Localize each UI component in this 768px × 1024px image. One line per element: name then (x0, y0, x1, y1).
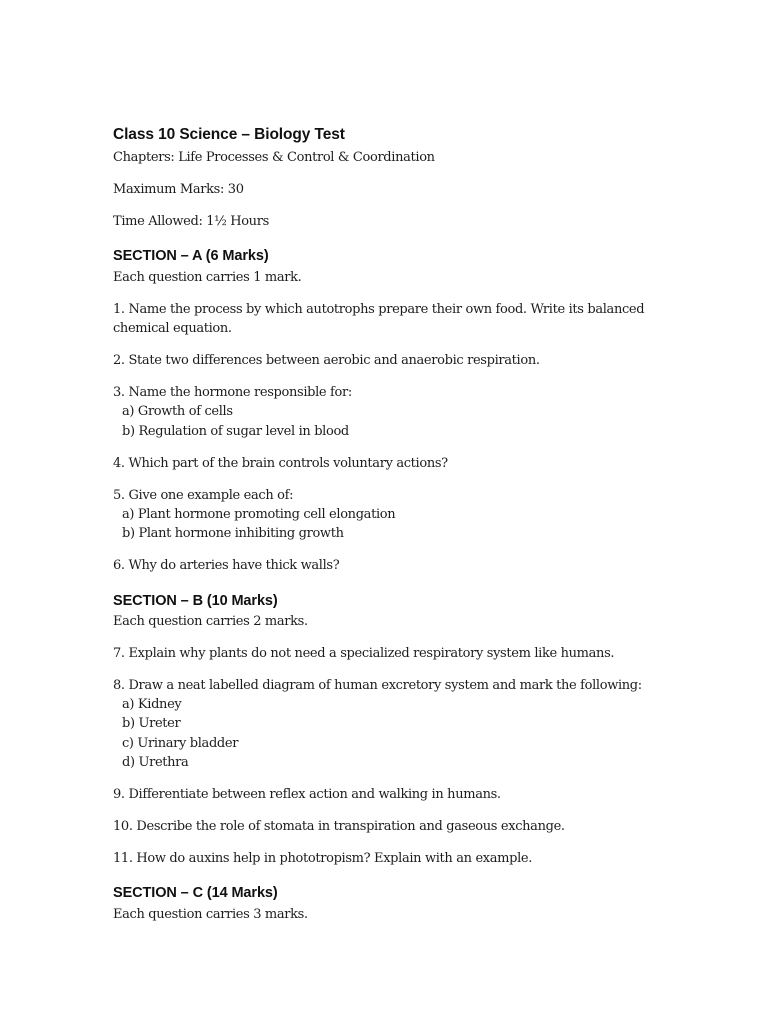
chapters-line: Chapters: Life Processes & Control & Coordination (113, 150, 435, 165)
question-8-option-c: c) Urinary bladder (122, 736, 239, 751)
question-6: 6. Why do arteries have thick walls? (113, 558, 340, 573)
question-3-option-a: a) Growth of cells (122, 404, 233, 419)
section-a-heading: SECTION – A (6 Marks) (113, 248, 269, 264)
section-c-instruction: Each question carries 3 marks. (113, 907, 308, 922)
question-7: 7. Explain why plants do not need a specialized respiratory system like humans. (113, 646, 615, 661)
section-b-heading: SECTION – B (10 Marks) (113, 593, 278, 609)
question-5-option-b: b) Plant hormone inhibiting growth (122, 526, 344, 541)
question-5: 5. Give one example each of: (113, 488, 294, 503)
question-4: 4. Which part of the brain controls voluntary actions? (113, 456, 448, 471)
document-title: Class 10 Science – Biology Test (113, 126, 345, 143)
section-b-instruction: Each question carries 2 marks. (113, 614, 308, 629)
question-9: 9. Differentiate between reflex action and walking in humans. (113, 787, 501, 802)
question-8: 8. Draw a neat labelled diagram of human excretory system and mark the following: (113, 678, 642, 693)
question-3: 3. Name the hormone responsible for: (113, 385, 352, 400)
question-8-option-a: a) Kidney (122, 697, 182, 712)
question-8-option-b: b) Ureter (122, 716, 181, 731)
question-5-option-a: a) Plant hormone promoting cell elongation (122, 507, 396, 522)
question-1-line-2: chemical equation. (113, 321, 232, 336)
section-a-instruction: Each question carries 1 mark. (113, 270, 302, 285)
question-11: 11. How do auxins help in phototropism? Explain with an example. (113, 851, 533, 866)
question-3-option-b: b) Regulation of sugar level in blood (122, 424, 349, 439)
question-10: 10. Describe the role of stomata in transpiration and gaseous exchange. (113, 819, 565, 834)
time-allowed: Time Allowed: 1½ Hours (113, 214, 269, 229)
maximum-marks: Maximum Marks: 30 (113, 182, 244, 197)
question-1-line-1: 1. Name the process by which autotrophs prepare their own food. Write its balanced (113, 302, 645, 317)
section-c-heading: SECTION – C (14 Marks) (113, 885, 278, 901)
question-2: 2. State two differences between aerobic and anaerobic respiration. (113, 353, 540, 368)
question-8-option-d: d) Urethra (122, 755, 189, 770)
